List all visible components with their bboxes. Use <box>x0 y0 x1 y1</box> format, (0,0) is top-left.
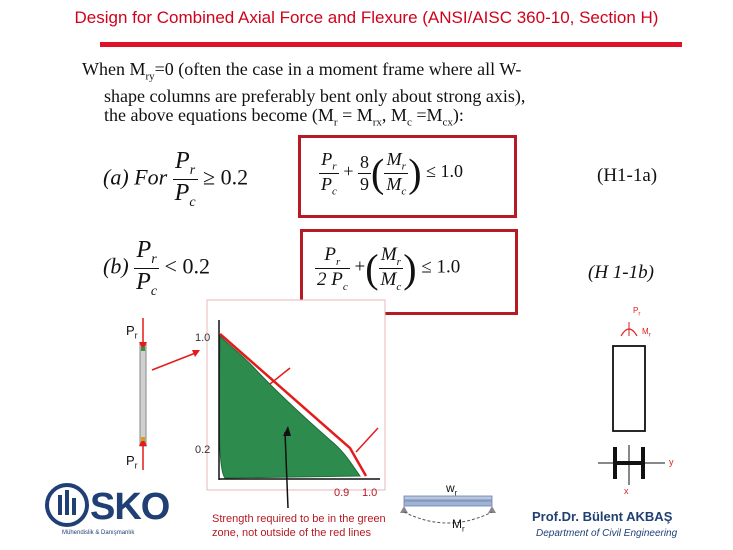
column-bottom-label <box>126 453 138 471</box>
column-bottom-p: P <box>126 453 135 468</box>
author-name: Prof.Dr. Bülent AKBAŞ <box>532 509 673 524</box>
eq-b-m-num-sub: r <box>396 255 401 268</box>
section-moment-m: M <box>642 327 649 336</box>
intro-sub-rx: rx <box>372 116 382 129</box>
case-a-ratio-num-sub: r <box>189 162 196 178</box>
eq-b-limit: ≤ 1.0 <box>421 256 461 278</box>
eq-a-left-paren: ( <box>371 150 385 196</box>
eq-a-m-den-sub: c <box>401 185 407 198</box>
sko-logo-bar2 <box>65 490 69 515</box>
eq-a-coef-num: 8 <box>360 151 370 172</box>
case-b-ratio-num-sub: r <box>151 251 157 267</box>
eq-b-term1-den-sub: c <box>342 280 348 293</box>
intro-text-1b: =0 (often the case in a moment frame where all W- <box>154 59 522 79</box>
intro-text-1a: When M <box>82 59 146 79</box>
beam-right-support <box>488 506 496 513</box>
intro-line-2: shape columns are preferably bent only about strong axis), <box>104 85 526 106</box>
beam-member <box>404 501 492 506</box>
eq-a-m-num: M <box>386 149 402 169</box>
eq-a-right-paren: ) <box>408 150 422 196</box>
column-diagram <box>139 318 147 470</box>
column-member <box>140 344 146 446</box>
intro-sub-r: r <box>333 116 338 129</box>
y-tick-top: 1.0 <box>195 332 211 344</box>
case-b-cond: < 0.2 <box>164 253 210 279</box>
case-b-ratio-num: P <box>136 237 152 263</box>
eq-a-m-num-sub: r <box>401 160 406 173</box>
section-moment-label <box>642 327 651 339</box>
intro-sub-c: c <box>406 116 412 129</box>
sko-logo-mark <box>47 485 87 525</box>
beam-moment-sub: r <box>462 524 465 534</box>
x-tick-a: 0.9 <box>334 487 350 499</box>
plot-caption-line1: Strength required to be in the green <box>212 513 386 525</box>
equation-b-ref: (H 1-1b) <box>588 262 654 283</box>
eq-b-right-paren: ) <box>403 245 417 291</box>
author-department: Department of Civil Engineering <box>536 528 678 539</box>
column-top-label <box>126 323 138 341</box>
intro-text-3e: ): <box>452 104 464 125</box>
column-bottom-connector <box>141 437 145 441</box>
eq-a-term1-den: P <box>321 173 332 194</box>
eq-a-limit: ≤ 1.0 <box>426 161 463 182</box>
sko-logo-bar1 <box>58 495 62 515</box>
sko-logo-tagline: Mühendislik & Danışmanlık <box>62 530 135 536</box>
eq-a-m-den: M <box>386 173 402 194</box>
eq-a-plus: + <box>343 161 354 182</box>
section-web <box>613 461 645 465</box>
beam-moment-m: M <box>452 517 462 531</box>
section-axial-sub: r <box>638 311 641 318</box>
eq-b-term1-num-sub: r <box>336 255 341 268</box>
section-axis-x: x <box>624 486 629 496</box>
intro-text-3b: = M <box>337 104 373 125</box>
eq-b-m-den-sub: c <box>396 280 402 293</box>
section-elevation <box>613 346 645 431</box>
eq-b-plus: + <box>354 256 366 278</box>
case-a-label: (a) For <box>103 164 168 190</box>
column-top-p: P <box>126 323 135 338</box>
sko-logo-text: SKO <box>90 486 170 528</box>
intro-text-3c: , M <box>381 104 407 125</box>
beam-deflected-shape <box>404 512 492 523</box>
x-tick-b: 1.0 <box>362 487 378 499</box>
case-a-ratio-den: P <box>174 179 190 206</box>
column-bottom-sub: r <box>134 460 138 471</box>
beam-load-w: w <box>446 481 455 495</box>
eq-b-left-paren: ( <box>365 245 379 291</box>
beam-load-sub: r <box>454 488 458 498</box>
eq-a-term1-den-sub: c <box>332 185 337 198</box>
section-axial-label <box>633 306 640 318</box>
eq-b-m-num: M <box>380 244 397 265</box>
section-diagram <box>598 322 665 485</box>
case-a-cond: ≥ 0.2 <box>203 164 249 190</box>
eq-b-term1-num: P <box>324 244 337 265</box>
case-a-ratio-num: P <box>175 148 190 174</box>
case-a-ratio-den-sub: c <box>189 194 196 210</box>
sko-logo-bar3 <box>72 498 76 515</box>
beam-moment-label <box>452 517 465 533</box>
section-axial-p: P <box>633 306 639 315</box>
column-top-connector <box>141 347 145 351</box>
column-top-sub: r <box>134 330 138 341</box>
intro-sub-ry: ry <box>145 70 155 83</box>
eq-b-term1-den: 2 P <box>317 268 343 290</box>
intro-text-3d: =M <box>411 104 443 125</box>
plot-caption <box>212 512 412 540</box>
intro-sub-cx: cx <box>442 116 453 129</box>
eq-b-m-den: M <box>380 268 397 290</box>
case-b-ratio-den: P <box>136 268 151 295</box>
case-b-label: (b) <box>103 253 129 279</box>
y-tick-mid: 0.2 <box>195 444 211 456</box>
beam-diagram <box>400 496 496 523</box>
section-moment-sub: r <box>648 332 651 339</box>
eq-a-coef-den: 9 <box>360 173 370 194</box>
equation-a-ref: (H1-1a) <box>597 165 658 186</box>
eq-a-term1-num-sub: r <box>332 160 337 173</box>
beam-load-label <box>446 481 457 497</box>
case-b-ratio-den-sub: c <box>150 283 158 299</box>
pointer-column-to-plot <box>152 352 198 370</box>
slide-title: Design for Combined Axial Force and Flexure (ANSI/AISC 360-10, Section H) <box>74 8 659 27</box>
section-axis-y: y <box>669 457 674 467</box>
eq-a-term1-num: P <box>321 149 333 169</box>
plot-caption-line2: zone, not outside of the red lines <box>212 527 371 539</box>
intro-text-3a: the above equations become (M <box>104 104 334 125</box>
